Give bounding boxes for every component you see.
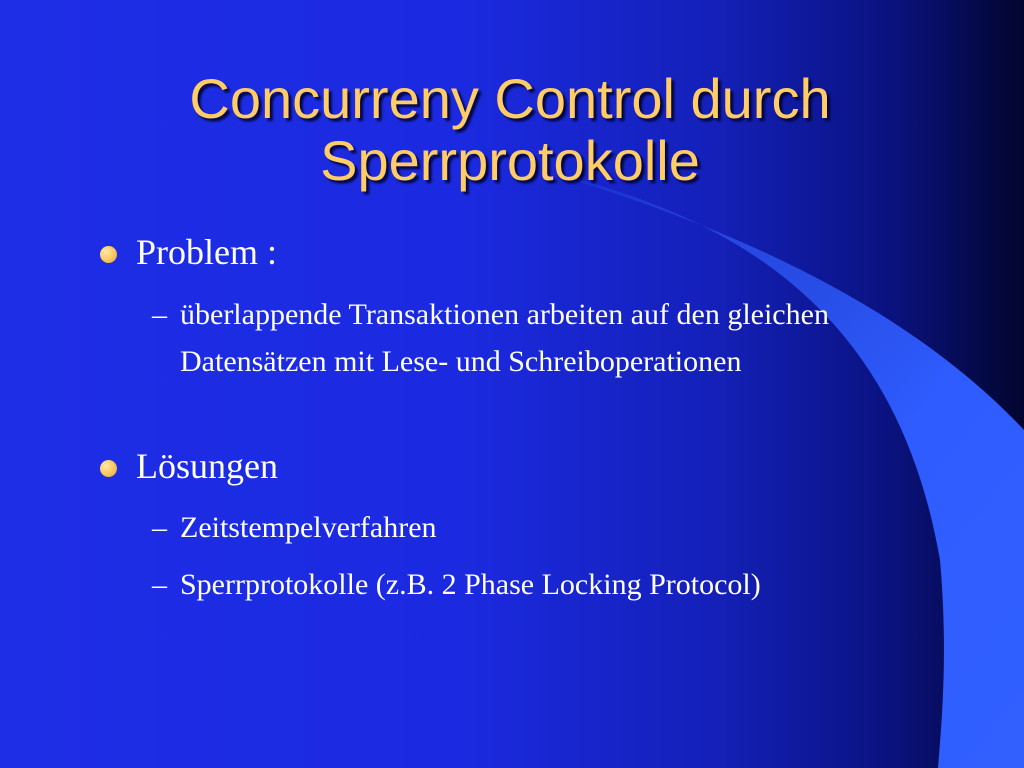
sub-item-overlap-text: überlappende Transaktionen arbeiten auf den gleichen Datensätzen mit Lese- und Schreiboperationen xyxy=(180,298,829,378)
sub-dash-marker: – xyxy=(152,511,167,544)
sub-item-timestamp-text: Zeitstempelverfahren xyxy=(180,511,437,544)
bullet-dot-icon xyxy=(100,460,117,477)
sub-item-timestamp xyxy=(152,504,912,551)
sub-dash-marker: – xyxy=(152,298,167,331)
sub-item-locking xyxy=(152,561,912,608)
bullet-problem-text: Problem : xyxy=(136,232,277,272)
slide-title: Concurreny Control durch Sperrprotokolle xyxy=(189,67,831,192)
bullet-solutions-text: Lösungen xyxy=(136,446,278,486)
bullet-dot-icon xyxy=(100,246,117,263)
sub-item-locking-text: Sperrprotokolle (z.B. 2 Phase Locking Protocol) xyxy=(180,568,761,601)
sub-dash-marker: – xyxy=(152,568,167,601)
sub-item-overlap xyxy=(152,291,912,385)
